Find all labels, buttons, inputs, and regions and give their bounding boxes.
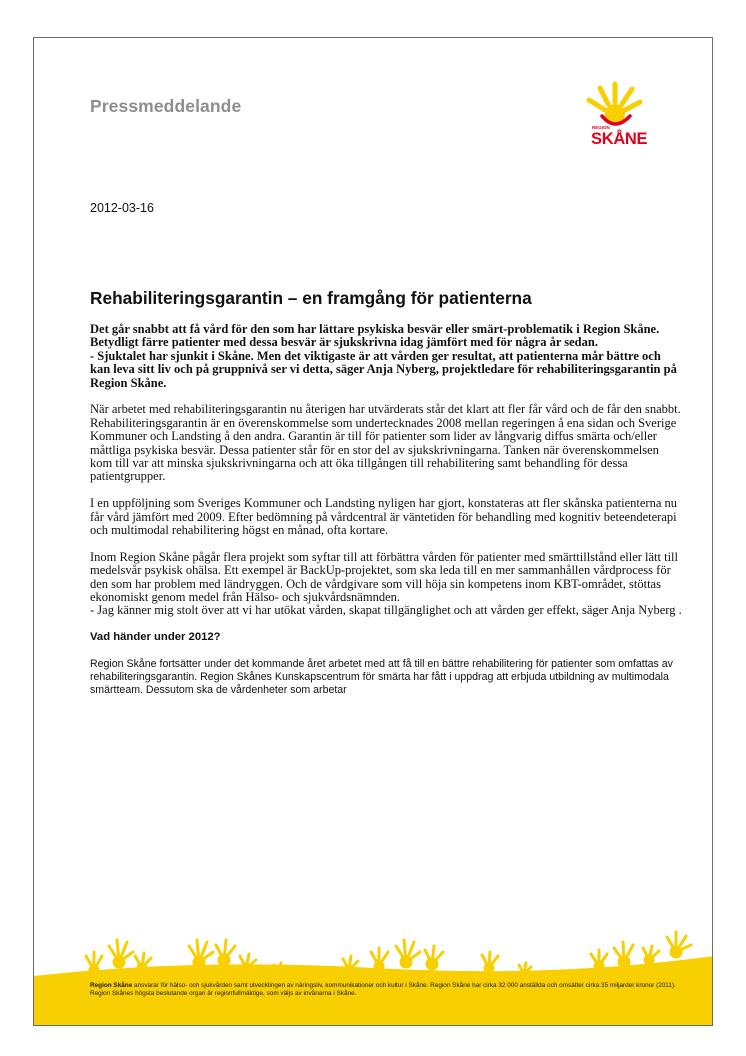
footer-description: ansvarar för hälso- och sjukvården samt utvecklingen av näringsliv, kommunikationer och kultur i Skåne. Region Skåne har cirka 32 000 anställda och omsätter cirka 35 miljarder kronor (2011). Region Skånes högsta beslutande organ är regionfullmäktige, som väljs av invånarna i Skåne.	[90, 982, 676, 998]
article-headline: Rehabiliteringsgarantin – en framgång för patienterna	[90, 288, 532, 308]
sun-hand-logo-icon	[580, 80, 660, 130]
article-body	[90, 323, 684, 710]
quote-paragraph: - Jag känner mig stolt över att vi har utökat vården, skapat tillgänglighet och att vården ger effekt, säger Anja Nyberg .	[90, 603, 682, 618]
document-type-label: Pressmeddelande	[90, 96, 242, 116]
press-release-page	[33, 37, 713, 1026]
logo-skane-text: SKÅNE	[591, 130, 648, 148]
logo-region-text: REGION	[592, 125, 610, 130]
press-release-date: 2012-03-16	[90, 201, 154, 215]
footer-org-name: Region Skåne	[90, 982, 133, 989]
region-skane-logo	[580, 80, 660, 152]
yellow-hands-decoration	[34, 918, 713, 1026]
subheading: Vad händer under 2012?	[90, 631, 221, 644]
body-paragraph: I en uppföljning som Sveriges Kommuner och Landsting nyligen har gjort, konstateras att fler skånska patienterna nu får vård jämfört med 2009. Efter bedömning på vårdcentral är väntetiden för behandling med kognitiv beteendeterapi och multimodal rehabilitering högst en månad, ofta kortare.	[90, 496, 678, 538]
body-paragraph: Inom Region Skåne pågår flera projekt som syftar till att förbättra vården för patienter med smärttillstånd eller lätt till medelsvår psykisk ohälsa. Ett exempel är BackUp-projektet, som ska leda till en mer sammanhållen vårdprocess för den som har problem med ländryggen. Och de vårdgivare som vill höja sin kompetens inom KBT-området, stöttas ekonomiskt genom medel från Hälso- och sjukvårdsnämnden.	[90, 549, 679, 605]
footer-about-text	[90, 982, 690, 999]
lead-quote: - Sjuktalet har sjunkit i Skåne. Men det viktigaste är att vården ger resultat, att patienterna mår bättre och kan leva sitt liv och på gruppnivå ser vi detta, säger Anja Nyberg, projektledare för rehabiliteringsgarantin på Region Skåne.	[90, 348, 677, 390]
lead-paragraph: Det går snabbt att få vård för den som har lättare psykiska besvär eller smärt-problematik i Region Skåne. Betydligt färre patienter med dessa besvär är sjukskrivna idag jämfört med för några år sedan.	[90, 322, 660, 350]
body-paragraph: När arbetet med rehabiliteringsgarantin nu återigen har utvärderats står det klart att fler får vård och de får den snabbt. Rehabiliteringsgarantin är en överenskommelse som undertecknades 2008 mellan regeringen å ena sidan och Sverige Kommuner och Landsting å den andra. Garantin är till för patienter som lider av långvarig diffus smärta och/eller måttliga psykiska besvär. Dessa patienter står för en stor del av sjukskrivningarna. Tanken när överenskommelsen kom till var att minska sjukskrivningarna och att öka tillgången till rehabilitering samt behandling för dessa patientgrupper.	[90, 402, 681, 484]
body-paragraph: Region Skåne fortsätter under det kommande året arbetet med att få till en bättre rehabilitering för patienter som omfattas av rehabiliteringsgarantin. Region Skånes Kunskapscentrum för smärta har fått i uppdrag att erbjuda utbildning av multimodala smärtteam. Dessutom ska de vårdenheter som arbetar	[90, 657, 673, 696]
